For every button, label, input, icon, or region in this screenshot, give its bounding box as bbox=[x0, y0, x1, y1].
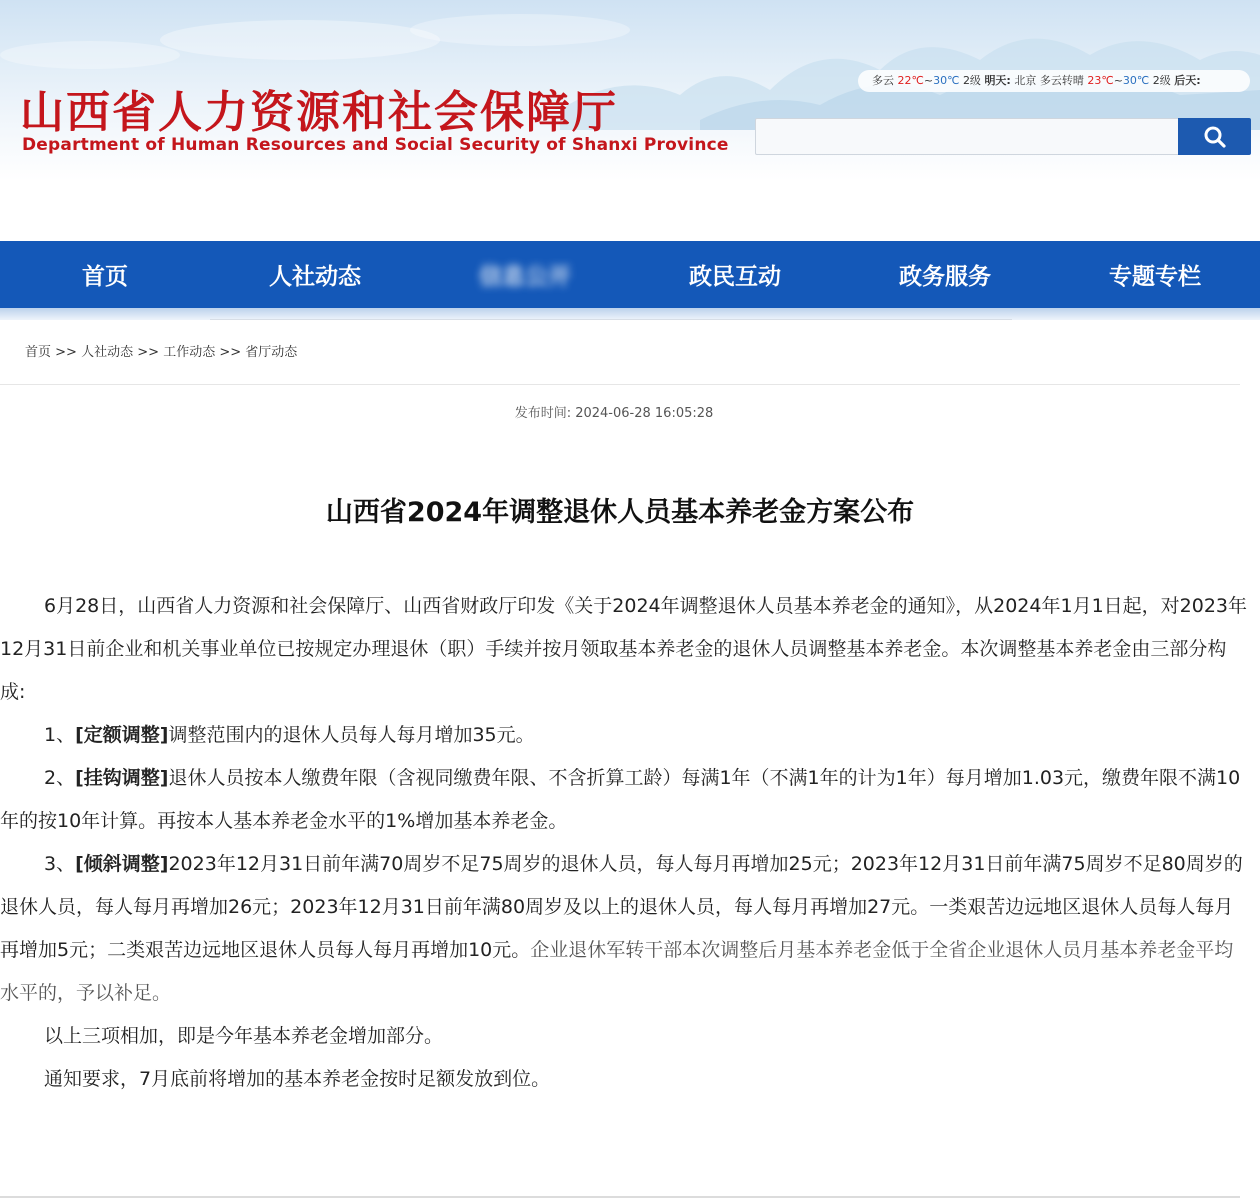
article-paragraph: 通知要求，7月底前将增加的基本养老金按时足额发放到位。 bbox=[44, 1068, 551, 1090]
article-body bbox=[0, 585, 1248, 1101]
site-header bbox=[0, 0, 1260, 241]
divider bbox=[210, 319, 1012, 320]
nav-item-label: 首页 bbox=[82, 264, 128, 290]
weather-tomorrow-desc: 多云转晴 bbox=[1039, 74, 1084, 87]
weather-tilde: ~ bbox=[1113, 74, 1123, 87]
weather-dayafter-label: 后天: bbox=[1174, 74, 1201, 87]
article-paragraph bbox=[0, 714, 1248, 757]
nav-item-label: 人社动态 bbox=[269, 264, 361, 290]
search-button[interactable] bbox=[1178, 118, 1251, 155]
weather-tomorrow-city: 北京 bbox=[1014, 74, 1037, 87]
weather-today-high: 30℃ bbox=[933, 74, 960, 87]
article-paragraph: 以上三项相加，即是今年基本养老金增加部分。 bbox=[44, 1025, 444, 1047]
breadcrumb-dept-news[interactable]: 省厅动态 bbox=[245, 345, 298, 360]
breadcrumb-separator: >> bbox=[137, 345, 160, 360]
breadcrumb-separator: >> bbox=[55, 345, 77, 360]
breadcrumb-home[interactable]: 首页 bbox=[25, 345, 52, 360]
breadcrumb-hrss-news[interactable]: 人社动态 bbox=[81, 345, 134, 360]
nav-item-services[interactable] bbox=[840, 241, 1050, 308]
nav-item-hrss-news[interactable] bbox=[210, 241, 420, 308]
divider bbox=[0, 1196, 1240, 1198]
item-number: 3、 bbox=[44, 853, 76, 875]
item-heading: [倾斜调整] bbox=[75, 853, 169, 875]
item-text: 2023年12月31日前年满70周岁不足75周岁的退休人员，每人每月再增加25元；2023年12月31日前年满75周岁不足80周岁的退休人员，每人每月再增加26元；2023年12月31日前年满80周岁及以上的退休人员，每人每月再增加27元。一类艰苦边远地区退休人员每人每月再增加5元；二类艰苦边远地区退休人员每人每月再增加10元。 bbox=[0, 853, 1243, 961]
item-number: 1、 bbox=[44, 724, 76, 746]
publish-time bbox=[0, 402, 1228, 421]
item-number: 2、 bbox=[44, 767, 76, 789]
article-paragraph bbox=[0, 757, 1248, 843]
nav-item-topics[interactable] bbox=[1050, 241, 1260, 308]
nav-item-label: 信息公开 bbox=[479, 264, 571, 290]
publish-label: 发布时间: bbox=[514, 406, 572, 421]
weather-tilde: ~ bbox=[923, 74, 934, 87]
weather-today-wind: 2级 bbox=[962, 74, 981, 87]
item-heading: [定额调整] bbox=[75, 724, 169, 746]
main-nav bbox=[0, 241, 1260, 308]
weather-today-low: 22℃ bbox=[897, 74, 924, 87]
nav-item-label: 政民互动 bbox=[689, 264, 781, 290]
site-subtitle: Department of Human Resources and Social Security of Shanxi Province bbox=[22, 135, 729, 155]
article-paragraph: 6月28日，山西省人力资源和社会保障厅、山西省财政厅印发《关于2024年调整退休人员基本养老金的通知》，从2024年1月1日起，对2023年12月31日前企业和机关事业单位已按规定办理退休（职）手续并按月领取基本养老金的退休人员调整基本养老金。本次调整基本养老金由三部分构成: bbox=[0, 595, 1248, 703]
search-icon bbox=[1203, 125, 1227, 149]
item-text: 调整范围内的退休人员每人每月增加35元。 bbox=[168, 724, 535, 746]
nav-item-home[interactable] bbox=[0, 241, 210, 308]
breadcrumb bbox=[25, 341, 297, 360]
nav-item-info-disclosure[interactable] bbox=[420, 241, 630, 308]
nav-item-label: 政务服务 bbox=[899, 264, 991, 290]
item-text-muted: 企业退休军转干部本次调整后月基本养老金低于全省企业退休人员月基本养老金平均水平的，予以补足。 bbox=[0, 939, 1234, 1004]
nav-item-interaction[interactable] bbox=[630, 241, 840, 308]
search-input[interactable] bbox=[755, 118, 1179, 155]
weather-tomorrow-label: 明天: bbox=[984, 74, 1011, 87]
weather-tomorrow-wind: 2级 bbox=[1152, 74, 1171, 87]
article-title: 山西省2024年调整退休人员基本养老金方案公布 bbox=[325, 497, 915, 528]
weather-bar bbox=[858, 70, 1250, 92]
breadcrumb-separator: >> bbox=[219, 345, 242, 360]
article-paragraph bbox=[0, 843, 1248, 1015]
weather-tomorrow-high: 30℃ bbox=[1122, 74, 1150, 87]
weather-today-desc: 多云 bbox=[872, 74, 894, 87]
nav-item-label: 专题专栏 bbox=[1109, 264, 1201, 290]
breadcrumb-work-news[interactable]: 工作动态 bbox=[163, 345, 216, 360]
weather-tomorrow-low: 23℃ bbox=[1087, 74, 1114, 87]
publish-value: 2024-06-28 16:05:28 bbox=[575, 406, 714, 421]
item-text: 退休人员按本人缴费年限（含视同缴费年限、不含折算工龄）每满1年（不满1年的计为1年）每月增加1.03元，缴费年限不满10年的按10年计算。再按本人基本养老金水平的1%增加基本养老金。 bbox=[0, 767, 1241, 832]
site-title: 山西省人力资源和社会保障厅 bbox=[20, 87, 618, 138]
divider bbox=[0, 384, 1240, 385]
item-heading: [挂钩调整] bbox=[75, 767, 169, 789]
